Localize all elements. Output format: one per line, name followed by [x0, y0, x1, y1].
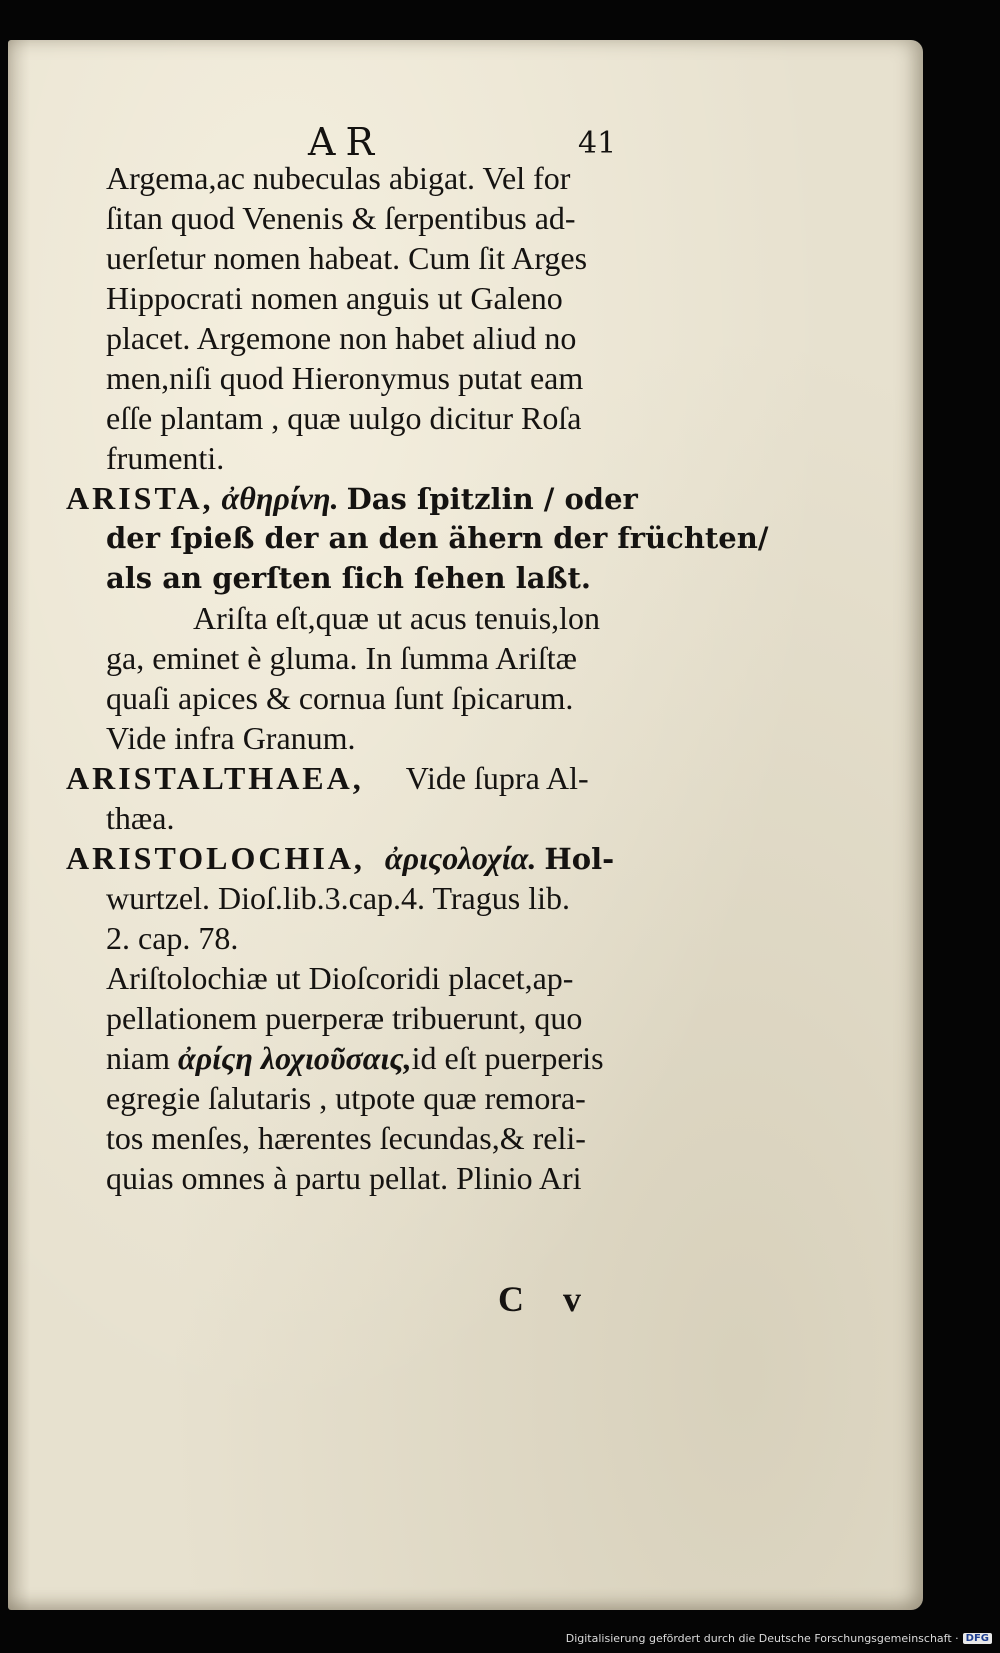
entry-aristolochia: [66, 838, 614, 879]
german-gloss: Das ſpitzlin / oder: [346, 482, 638, 516]
entry-arista: [66, 478, 638, 519]
book-page: [8, 40, 923, 1610]
signature-mark: C v: [498, 1279, 581, 1319]
text-line: wurtzel. Dioſ.lib.3.cap.4. Tragus lib.: [106, 880, 570, 916]
text-line: Ariſta eſt,quæ ut acus tenuis,lon: [193, 600, 601, 636]
lemma: ARISTOLOCHIA,: [66, 840, 365, 876]
greek-term: ἀρίςη λοχιοῦσαις,: [177, 1040, 412, 1076]
lemma: ARISTA,: [66, 480, 214, 516]
dfg-logo: DFG: [963, 1633, 992, 1644]
text-fragment: niam: [106, 1040, 170, 1076]
text-line: Hippocrati nomen anguis ut Galeno: [106, 280, 563, 316]
text-line: ga, eminet è gluma. In ſumma Ariſtæ: [106, 640, 578, 676]
german-gloss: der ſpieß der an den ähern der früchten/: [106, 521, 769, 555]
text-line: uerſetur nomen habeat. Cum ſit Arges: [106, 240, 588, 276]
running-head: AR: [308, 120, 385, 164]
text-line: men,niſi quod Hieronymus putat eam: [106, 360, 584, 396]
text-line: frumenti.: [106, 440, 225, 476]
text-line: quias omnes à partu pellat. Plinio Ari: [106, 1160, 582, 1196]
lemma: ARISTALTHAEA,: [66, 760, 364, 796]
digitization-credit: [566, 1632, 992, 1645]
entry-aristalthaea: [66, 758, 589, 798]
text-line: eſſe plantam , quæ uulgo dicitur Roſa: [106, 400, 582, 436]
text-line: Vide infra Granum.: [106, 720, 356, 756]
text-line: ſitan quod Venenis & ſerpentibus ad-: [106, 200, 576, 236]
text-line: Argema,ac nubeculas abigat. Vel for: [106, 160, 571, 196]
text-line: [106, 1038, 604, 1078]
text-fragment: id eſt puerperis: [411, 1040, 604, 1076]
page-number: 41: [578, 126, 617, 161]
text-line: tos menſes, hærentes ſecundas,& reli-: [106, 1120, 586, 1156]
text-line: Ariſtolochiæ ut Dioſcoridi placet,ap-: [106, 960, 574, 996]
text-line: pellationem puerperæ tribuerunt, quo: [106, 1000, 583, 1036]
text-line: 2. cap. 78.: [106, 920, 239, 956]
text-line: placet. Argemone non habet aliud no: [106, 320, 577, 356]
german-gloss: Hol-: [544, 842, 615, 876]
credit-text: Digitalisierung gefördert durch die Deutsche Forschungsgemeinschaft ·: [565, 1632, 959, 1645]
text-line: quaſi apices & cornua ſunt ſpicarum.: [106, 680, 574, 716]
german-gloss: als an gerſten ſich ſehen laßt.: [106, 561, 592, 595]
greek-term: ἀθηρίνη.: [221, 480, 339, 516]
greek-term: ἀριςολοχία.: [384, 840, 537, 876]
text-fragment: Vide ſupra Al-: [405, 760, 589, 796]
text-line: thæa.: [106, 800, 175, 836]
text-line: egregie ſalutaris , utpote quæ remora-: [106, 1080, 586, 1116]
